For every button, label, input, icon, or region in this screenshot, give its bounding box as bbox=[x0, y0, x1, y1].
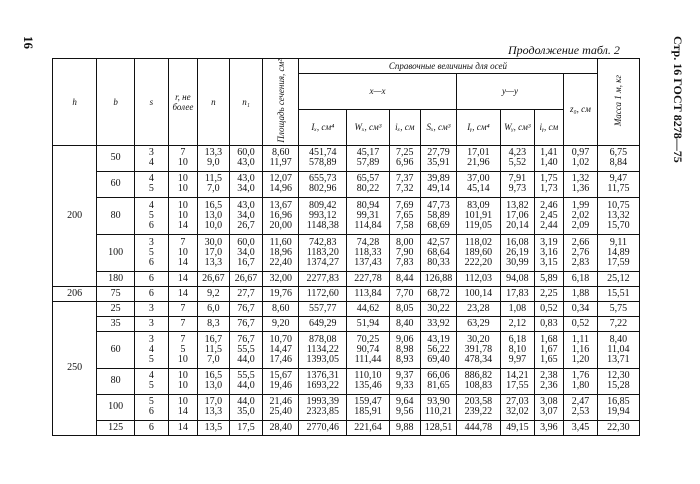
cell-Wy: 94,08 bbox=[501, 271, 535, 286]
cell-Wy: 27,03 32,02 bbox=[501, 394, 535, 420]
cell-b: 60 bbox=[97, 171, 135, 197]
cell-m: 9,11 14,89 17,59 bbox=[597, 234, 639, 271]
header-reference-values: Справочные величины для осей bbox=[299, 59, 598, 74]
cell-z0: 1,32 1,36 bbox=[564, 171, 598, 197]
cell-s: 6 bbox=[135, 286, 169, 301]
cell-ix: 9,37 9,33 bbox=[389, 368, 421, 394]
cell-A: 9,20 bbox=[263, 316, 299, 331]
table-row bbox=[53, 145, 640, 171]
header-area: Площадь сечения, см² bbox=[263, 59, 299, 146]
cell-m: 5,75 bbox=[597, 301, 639, 316]
cell-iy: 3,08 3,07 bbox=[534, 394, 563, 420]
cell-r: 14 bbox=[168, 271, 197, 286]
cell-Iy: 112,03 bbox=[456, 271, 500, 286]
table-row bbox=[53, 171, 640, 197]
cell-b: 50 bbox=[97, 145, 135, 171]
cell-ix: 9,06 8,98 8,93 bbox=[389, 331, 421, 368]
cell-Sx: 33,92 bbox=[421, 316, 457, 331]
cell-Iy: 118,02 189,60 222,20 bbox=[456, 234, 500, 271]
cell-b: 80 bbox=[97, 197, 135, 234]
cell-Sx: 126,88 bbox=[421, 271, 457, 286]
cell-Iy: 83,09 101,91 119,05 bbox=[456, 197, 500, 234]
cell-iy: 3,96 bbox=[534, 420, 563, 435]
cell-Iy: 886,82 108,83 bbox=[456, 368, 500, 394]
cell-Iy: 100,14 bbox=[456, 286, 500, 301]
cell-s: 4 5 6 bbox=[135, 197, 169, 234]
cell-s: 6 bbox=[135, 271, 169, 286]
cell-Sx: 30,22 bbox=[421, 301, 457, 316]
cell-Iy: 203,58 239,22 bbox=[456, 394, 500, 420]
cell-Iy: 23,28 bbox=[456, 301, 500, 316]
cell-Ix: 649,29 bbox=[299, 316, 347, 331]
cell-ix: 9,88 bbox=[389, 420, 421, 435]
header-Wx: Wₓ, см³ bbox=[347, 109, 389, 145]
cell-n1: 17,5 bbox=[229, 420, 263, 435]
cell-z0: 1,99 2,02 2,09 bbox=[564, 197, 598, 234]
cell-b: 60 bbox=[97, 331, 135, 368]
cell-iy: 2,46 2,45 2,44 bbox=[534, 197, 563, 234]
cell-Wx: 227,78 bbox=[347, 271, 389, 286]
cell-r: 14 bbox=[168, 286, 197, 301]
cell-z0: 0,34 bbox=[564, 301, 598, 316]
cell-m: 8,40 11,04 13,71 bbox=[597, 331, 639, 368]
cell-Ix: 742,83 1183,20 1374,27 bbox=[299, 234, 347, 271]
header-axis-xx: x—x bbox=[299, 74, 457, 110]
cell-Wx: 45,17 57,89 bbox=[347, 145, 389, 171]
cell-iy: 1,75 1,73 bbox=[534, 171, 563, 197]
cell-s: 3 4 bbox=[135, 145, 169, 171]
header-iy: iᵧ, см bbox=[534, 109, 563, 145]
cell-z0: 2,66 2,76 2,83 bbox=[564, 234, 598, 271]
cell-iy: 1,68 1,67 1,65 bbox=[534, 331, 563, 368]
header-Sx: Sₓ, см³ bbox=[421, 109, 457, 145]
cell-iy: 5,89 bbox=[534, 271, 563, 286]
cell-ix: 7,69 7,65 7,58 bbox=[389, 197, 421, 234]
cell-m: 25,12 bbox=[597, 271, 639, 286]
cell-Iy: 30,20 391,78 478,34 bbox=[456, 331, 500, 368]
header-n: n bbox=[198, 59, 230, 146]
cell-Ix: 557,77 bbox=[299, 301, 347, 316]
cell-n1: 60,0 43,0 bbox=[229, 145, 263, 171]
cell-n: 9,2 bbox=[198, 286, 230, 301]
cell-z0: 1,76 1,80 bbox=[564, 368, 598, 394]
cell-b: 25 bbox=[97, 301, 135, 316]
header-ix: iₓ, см bbox=[389, 109, 421, 145]
cell-ix: 7,25 6,96 bbox=[389, 145, 421, 171]
cell-m: 6,75 8,84 bbox=[597, 145, 639, 171]
cell-n: 30,0 17,0 13,3 bbox=[198, 234, 230, 271]
cell-z0: 0,97 1,02 bbox=[564, 145, 598, 171]
cell-Wy: 17,83 bbox=[501, 286, 535, 301]
cell-m: 9,47 11,75 bbox=[597, 171, 639, 197]
cell-Ix: 878,08 1134,22 1393,05 bbox=[299, 331, 347, 368]
cell-m: 10,75 13,32 15,70 bbox=[597, 197, 639, 234]
cell-s: 6 bbox=[135, 420, 169, 435]
cell-Wy: 49,15 bbox=[501, 420, 535, 435]
cell-n: 11,5 7,0 bbox=[198, 171, 230, 197]
cell-Iy: 17,01 21,96 bbox=[456, 145, 500, 171]
cell-n1: 43,0 34,0 bbox=[229, 171, 263, 197]
header-n1: n₁ bbox=[229, 59, 263, 146]
cell-Ix: 451,74 578,89 bbox=[299, 145, 347, 171]
cell-r: 7 10 14 bbox=[168, 234, 197, 271]
cell-iy: 0,52 bbox=[534, 301, 563, 316]
table-row bbox=[53, 301, 640, 316]
cell-b: 100 bbox=[97, 394, 135, 420]
cell-ix: 8,40 bbox=[389, 316, 421, 331]
cell-s: 3 5 6 bbox=[135, 234, 169, 271]
table-row bbox=[53, 197, 640, 234]
cell-Sx: 66,06 81,65 bbox=[421, 368, 457, 394]
cell-n1: 27,7 bbox=[229, 286, 263, 301]
cell-A: 21,46 25,40 bbox=[263, 394, 299, 420]
cell-z0: 0,52 bbox=[564, 316, 598, 331]
cell-iy: 1,41 1,40 bbox=[534, 145, 563, 171]
cell-A: 10,70 14,47 17,46 bbox=[263, 331, 299, 368]
cell-ix: 8,00 7,90 7,83 bbox=[389, 234, 421, 271]
cell-Sx: 27,79 35,91 bbox=[421, 145, 457, 171]
cell-A: 11,60 18,96 22,40 bbox=[263, 234, 299, 271]
cell-n1: 44,0 35,0 bbox=[229, 394, 263, 420]
cell-A: 28,40 bbox=[263, 420, 299, 435]
cell-ix: 9,64 9,56 bbox=[389, 394, 421, 420]
cell-A: 19,76 bbox=[263, 286, 299, 301]
cell-n: 13,5 bbox=[198, 420, 230, 435]
cell-A: 15,67 19,46 bbox=[263, 368, 299, 394]
cell-Sx: 39,89 49,14 bbox=[421, 171, 457, 197]
cell-A: 32,00 bbox=[263, 271, 299, 286]
cell-iy: 2,38 2,36 bbox=[534, 368, 563, 394]
cell-n1: 76,7 55,5 44,0 bbox=[229, 331, 263, 368]
cell-n: 6,0 bbox=[198, 301, 230, 316]
cell-Wx: 110,10 135,46 bbox=[347, 368, 389, 394]
cell-A: 8,60 11,97 bbox=[263, 145, 299, 171]
cell-Sx: 128,51 bbox=[421, 420, 457, 435]
cell-b: 35 bbox=[97, 316, 135, 331]
header-Iy: Iᵧ, см⁴ bbox=[456, 109, 500, 145]
cell-Sx: 42,57 68,64 80,33 bbox=[421, 234, 457, 271]
profile-properties-table bbox=[52, 58, 640, 436]
page-number: 16 bbox=[21, 36, 36, 49]
cell-n1: 76,7 bbox=[229, 301, 263, 316]
cell-iy: 3,19 3,16 3,15 bbox=[534, 234, 563, 271]
cell-b: 100 bbox=[97, 234, 135, 271]
header-axis-yy: y—y bbox=[456, 74, 563, 110]
cell-z0: 2,47 2,53 bbox=[564, 394, 598, 420]
cell-z0: 6,18 bbox=[564, 271, 598, 286]
cell-s: 3 bbox=[135, 316, 169, 331]
header-mass: Масса 1 м, кг bbox=[597, 59, 639, 146]
cell-Sx: 93,90 110,21 bbox=[421, 394, 457, 420]
table-row bbox=[53, 271, 640, 286]
cell-n: 16,5 13,0 10,0 bbox=[198, 197, 230, 234]
cell-m: 16,85 19,94 bbox=[597, 394, 639, 420]
header-Wy: Wᵧ, см³ bbox=[501, 109, 535, 145]
height-cell: 206 bbox=[53, 286, 97, 301]
cell-n: 26,67 bbox=[198, 271, 230, 286]
cell-s: 3 bbox=[135, 301, 169, 316]
cell-Ix: 2277,83 bbox=[299, 271, 347, 286]
cell-Ix: 1993,39 2323,85 bbox=[299, 394, 347, 420]
cell-ix: 8,05 bbox=[389, 301, 421, 316]
cell-A: 8,60 bbox=[263, 301, 299, 316]
cell-iy: 2,25 bbox=[534, 286, 563, 301]
cell-s: 5 6 bbox=[135, 394, 169, 420]
cell-Iy: 37,00 45,14 bbox=[456, 171, 500, 197]
cell-m: 7,22 bbox=[597, 316, 639, 331]
cell-Wx: 113,84 bbox=[347, 286, 389, 301]
cell-m: 22,30 bbox=[597, 420, 639, 435]
cell-Sx: 68,72 bbox=[421, 286, 457, 301]
cell-Ix: 655,73 802,96 bbox=[299, 171, 347, 197]
cell-n1: 26,67 bbox=[229, 271, 263, 286]
cell-Sx: 47,73 58,89 68,69 bbox=[421, 197, 457, 234]
cell-Wy: 13,82 17,06 20,14 bbox=[501, 197, 535, 234]
cell-n1: 55,5 44,0 bbox=[229, 368, 263, 394]
cell-b: 80 bbox=[97, 368, 135, 394]
header-s: s bbox=[135, 59, 169, 146]
cell-Ix: 1376,31 1693,22 bbox=[299, 368, 347, 394]
cell-r: 10 10 bbox=[168, 368, 197, 394]
cell-s: 4 5 bbox=[135, 171, 169, 197]
table-body bbox=[53, 145, 640, 435]
header-b: b bbox=[97, 59, 135, 146]
cell-Ix: 1172,60 bbox=[299, 286, 347, 301]
cell-r: 10 10 bbox=[168, 171, 197, 197]
height-cell: 250 bbox=[53, 301, 97, 435]
table-row bbox=[53, 394, 640, 420]
height-cell: 200 bbox=[53, 145, 97, 286]
table-header bbox=[53, 59, 640, 146]
cell-A: 13,67 16,96 20,00 bbox=[263, 197, 299, 234]
cell-s: 3 4 5 bbox=[135, 331, 169, 368]
cell-Wx: 221,64 bbox=[347, 420, 389, 435]
cell-iy: 0,83 bbox=[534, 316, 563, 331]
cell-r: 7 bbox=[168, 301, 197, 316]
side-title: Стр. 16 ГОСТ 8278—75 bbox=[671, 36, 685, 163]
header-r: r, не более bbox=[168, 59, 197, 146]
cell-z0: 1,88 bbox=[564, 286, 598, 301]
header-z0: z₀, см bbox=[564, 74, 598, 146]
cell-n: 16,7 11,5 7,0 bbox=[198, 331, 230, 368]
cell-Wx: 80,94 99,31 114,84 bbox=[347, 197, 389, 234]
cell-Wy: 2,12 bbox=[501, 316, 535, 331]
cell-b: 75 bbox=[97, 286, 135, 301]
cell-ix: 8,44 bbox=[389, 271, 421, 286]
cell-n: 17,0 13,3 bbox=[198, 394, 230, 420]
cell-Wy: 16,08 26,19 30,99 bbox=[501, 234, 535, 271]
cell-b: 125 bbox=[97, 420, 135, 435]
cell-r: 7 5 10 bbox=[168, 331, 197, 368]
table-row bbox=[53, 368, 640, 394]
cell-Wx: 74,28 118,33 137,43 bbox=[347, 234, 389, 271]
cell-n: 8,3 bbox=[198, 316, 230, 331]
table-row bbox=[53, 316, 640, 331]
cell-r: 14 bbox=[168, 420, 197, 435]
cell-Sx: 43,19 56,22 69,40 bbox=[421, 331, 457, 368]
cell-Iy: 444,78 bbox=[456, 420, 500, 435]
cell-s: 4 5 bbox=[135, 368, 169, 394]
cell-A: 12,07 14,96 bbox=[263, 171, 299, 197]
header-Ix: Iₓ, см⁴ bbox=[299, 109, 347, 145]
cell-Wx: 159,47 185,91 bbox=[347, 394, 389, 420]
cell-Ix: 809,42 993,12 1148,38 bbox=[299, 197, 347, 234]
table-row bbox=[53, 286, 640, 301]
table-continuation-label: Продолжение табл. 2 bbox=[508, 43, 620, 57]
cell-Wx: 65,57 80,22 bbox=[347, 171, 389, 197]
cell-n1: 76,7 bbox=[229, 316, 263, 331]
cell-Wy: 7,91 9,73 bbox=[501, 171, 535, 197]
cell-b: 180 bbox=[97, 271, 135, 286]
cell-z0: 3,45 bbox=[564, 420, 598, 435]
cell-ix: 7,37 7,32 bbox=[389, 171, 421, 197]
cell-Wy: 6,18 8,10 9,97 bbox=[501, 331, 535, 368]
cell-n1: 43,0 34,0 26,7 bbox=[229, 197, 263, 234]
table-row bbox=[53, 331, 640, 368]
cell-Wy: 4,23 5,52 bbox=[501, 145, 535, 171]
cell-n: 16,5 13,0 bbox=[198, 368, 230, 394]
table-row bbox=[53, 234, 640, 271]
cell-Wx: 51,94 bbox=[347, 316, 389, 331]
cell-r: 7 10 bbox=[168, 145, 197, 171]
cell-r: 10 10 14 bbox=[168, 197, 197, 234]
cell-r: 10 14 bbox=[168, 394, 197, 420]
header-h: h bbox=[53, 59, 97, 146]
cell-Wx: 70,25 90,74 111,44 bbox=[347, 331, 389, 368]
cell-n1: 60,0 34,0 16,7 bbox=[229, 234, 263, 271]
cell-Wy: 1,08 bbox=[501, 301, 535, 316]
cell-m: 15,51 bbox=[597, 286, 639, 301]
cell-m: 12,30 15,28 bbox=[597, 368, 639, 394]
cell-ix: 7,70 bbox=[389, 286, 421, 301]
cell-Ix: 2770,46 bbox=[299, 420, 347, 435]
cell-z0: 1,11 1,16 1,20 bbox=[564, 331, 598, 368]
cell-n: 13,3 9,0 bbox=[198, 145, 230, 171]
cell-Wx: 44,62 bbox=[347, 301, 389, 316]
cell-Iy: 63,29 bbox=[456, 316, 500, 331]
table-row bbox=[53, 420, 640, 435]
cell-r: 7 bbox=[168, 316, 197, 331]
cell-Wy: 14,21 17,55 bbox=[501, 368, 535, 394]
